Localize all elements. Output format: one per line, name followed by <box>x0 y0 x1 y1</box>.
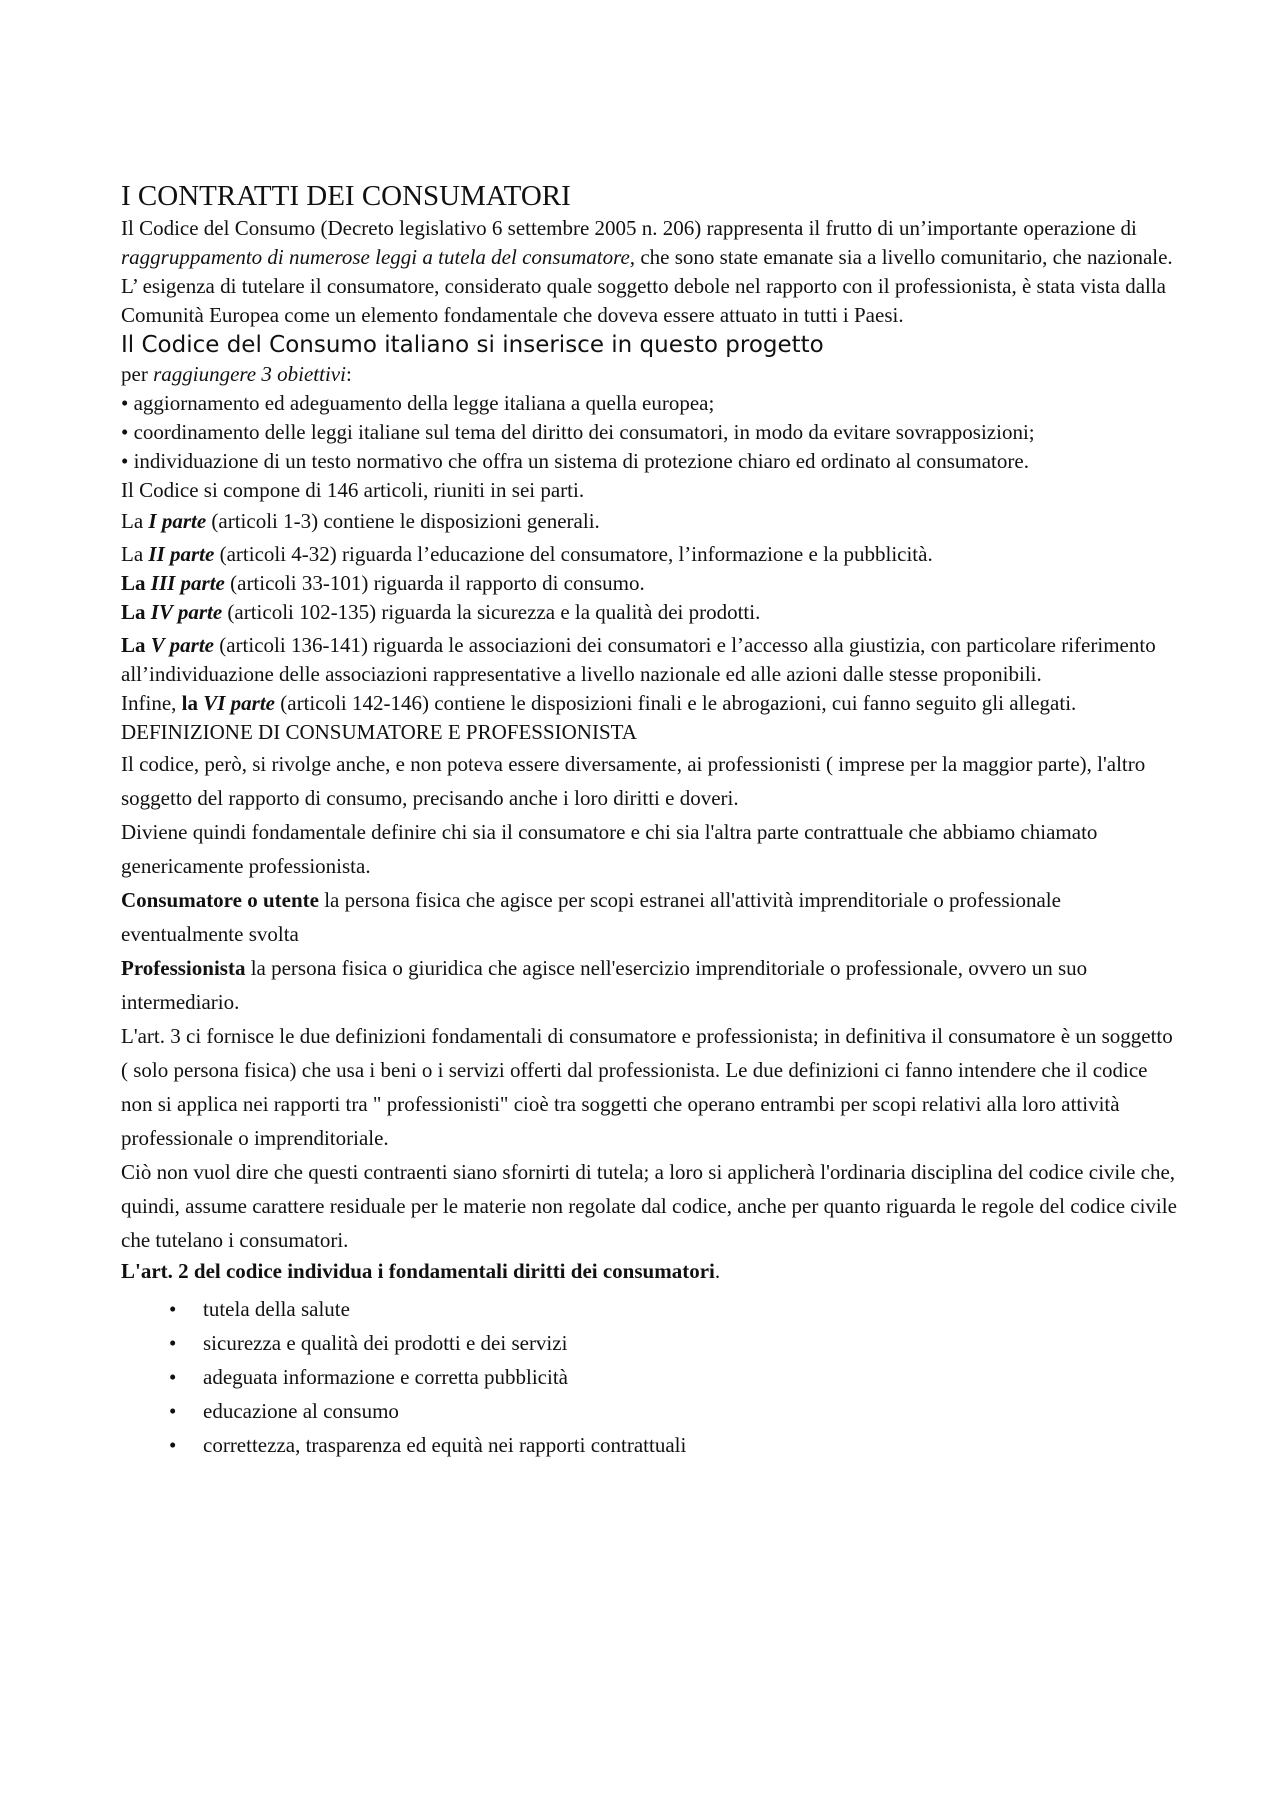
part-line-6: Infine, la VI parte (articoli 142-146) contiene le disposizioni finali e le abrogazioni, cui fanno seguito gli allegati. <box>121 691 1077 715</box>
definitions-paragraph-1: Il codice, però, si rivolge anche, e non poteva essere diversamente, ai professionisti ( imprese per la maggior parte), l'altro soggetto del rapporto di consumo, precisando anche i loro diritti e doveri. <box>121 752 1146 810</box>
definitions-heading: DEFINIZIONE DI CONSUMATORE E PROFESSIONISTA <box>121 720 637 744</box>
list-item: • correttezza, trasparenza ed equità nei rapporti contrattuali <box>203 1428 1181 1462</box>
part-line-5: La V parte (articoli 136-141) riguarda le associazioni dei consumatori e l’accesso alla giustizia, con particolare riferimento all’individuazione delle associazioni rappresentative a livello nazionale ed alle azioni dalle stesse proponibili. <box>121 633 1156 686</box>
part-line-2: La II parte (articoli 4-32) riguarda l’educazione del consumatore, l’informazione e la pubblicità. <box>121 542 933 566</box>
consumer-definition: Consumatore o utente la persona fisica che agisce per scopi estranei all'attività imprenditoriale o professionale eventualmente svolta <box>121 888 1061 946</box>
definitions-paragraph-2: Diviene quindi fondamentale definire chi sia il consumatore e chi sia l'altra parte contrattuale che abbiamo chiamato genericamente professionista. <box>121 820 1098 878</box>
intro-paragraph-2: L’ esigenza di tutelare il consumatore, considerato quale soggetto debole nel rapporto con il professionista, è stata vista dalla Comunità Europea come un elemento fondamentale che doveva essere attuato in tutti i Paesi. <box>121 274 1167 327</box>
list-item: • adeguata informazione e corretta pubblicità <box>203 1360 1181 1394</box>
composition-line: Il Codice si compone di 146 articoli, riuniti in sei parti. <box>121 478 585 502</box>
objective-item: • coordinamento delle leggi italiane sul tema del diritto dei consumatori, in modo da evitare sovrapposizioni; <box>121 420 1035 444</box>
document-page <box>121 178 1181 1462</box>
civil-code-paragraph: Ciò non vuol dire che questi contraenti siano sfornirti di tutela; a loro si applicherà l'ordinaria disciplina del codice civile che, quindi, assume carattere residuale per le materie non regolate dal codice, anche per quanto riguarda le regole del codice civile che tutelano i consumatori. <box>121 1160 1177 1252</box>
art3-paragraph: L'art. 3 ci fornisce le due definizioni fondamentali di consumatore e professionista; in definitiva il consumatore è un soggetto ( solo persona fisica) che usa i beni o i servizi offerti dal professionista. Le due definizioni ci fanno intendere che il codice non si applica nei rapporti tra " professionisti" cioè tra soggetti che operano entrambi per scopi relativi alla loro attività professionale o imprenditoriale. <box>121 1024 1173 1150</box>
objectives-intro: per raggiungere 3 obiettivi: <box>121 362 352 386</box>
objective-item: • individuazione di un testo normativo che offra un sistema di protezione chiaro ed ordinato al consumatore. <box>121 449 1029 473</box>
rights-list <box>121 1292 1181 1462</box>
part-line-3: La III parte (articoli 33-101) riguarda il rapporto di consumo. <box>121 571 645 595</box>
intro-sans-line: Il Codice del Consumo italiano si inserisce in questo progetto <box>121 332 824 358</box>
part-line-1: La I parte (articoli 1-3) contiene le disposizioni generali. <box>121 509 600 533</box>
part-line-4: La IV parte (articoli 102-135) riguarda la sicurezza e la qualità dei prodotti. <box>121 600 761 624</box>
list-item: • tutela della salute <box>203 1292 1181 1326</box>
intro-paragraph-1: Il Codice del Consumo (Decreto legislativo 6 settembre 2005 n. 206) rappresenta il frutto di un’importante operazione di raggruppamento di numerose leggi a tutela del consumatore, che sono state emanate sia a livello comunitario, che nazionale. <box>121 216 1173 269</box>
art2-heading: L'art. 2 del codice individua i fondamentali diritti dei consumatori. <box>121 1259 721 1283</box>
list-item: • sicurezza e qualità dei prodotti e dei servizi <box>203 1326 1181 1360</box>
objective-item: • aggiornamento ed adeguamento della legge italiana a quella europea; <box>121 391 715 415</box>
list-item: • educazione al consumo <box>203 1394 1181 1428</box>
professional-definition: Professionista la persona fisica o giuridica che agisce nell'esercizio imprenditoriale o professionale, ovvero un suo intermediario. <box>121 956 1088 1014</box>
document-title: I CONTRATTI DEI CONSUMATORI <box>121 180 571 212</box>
